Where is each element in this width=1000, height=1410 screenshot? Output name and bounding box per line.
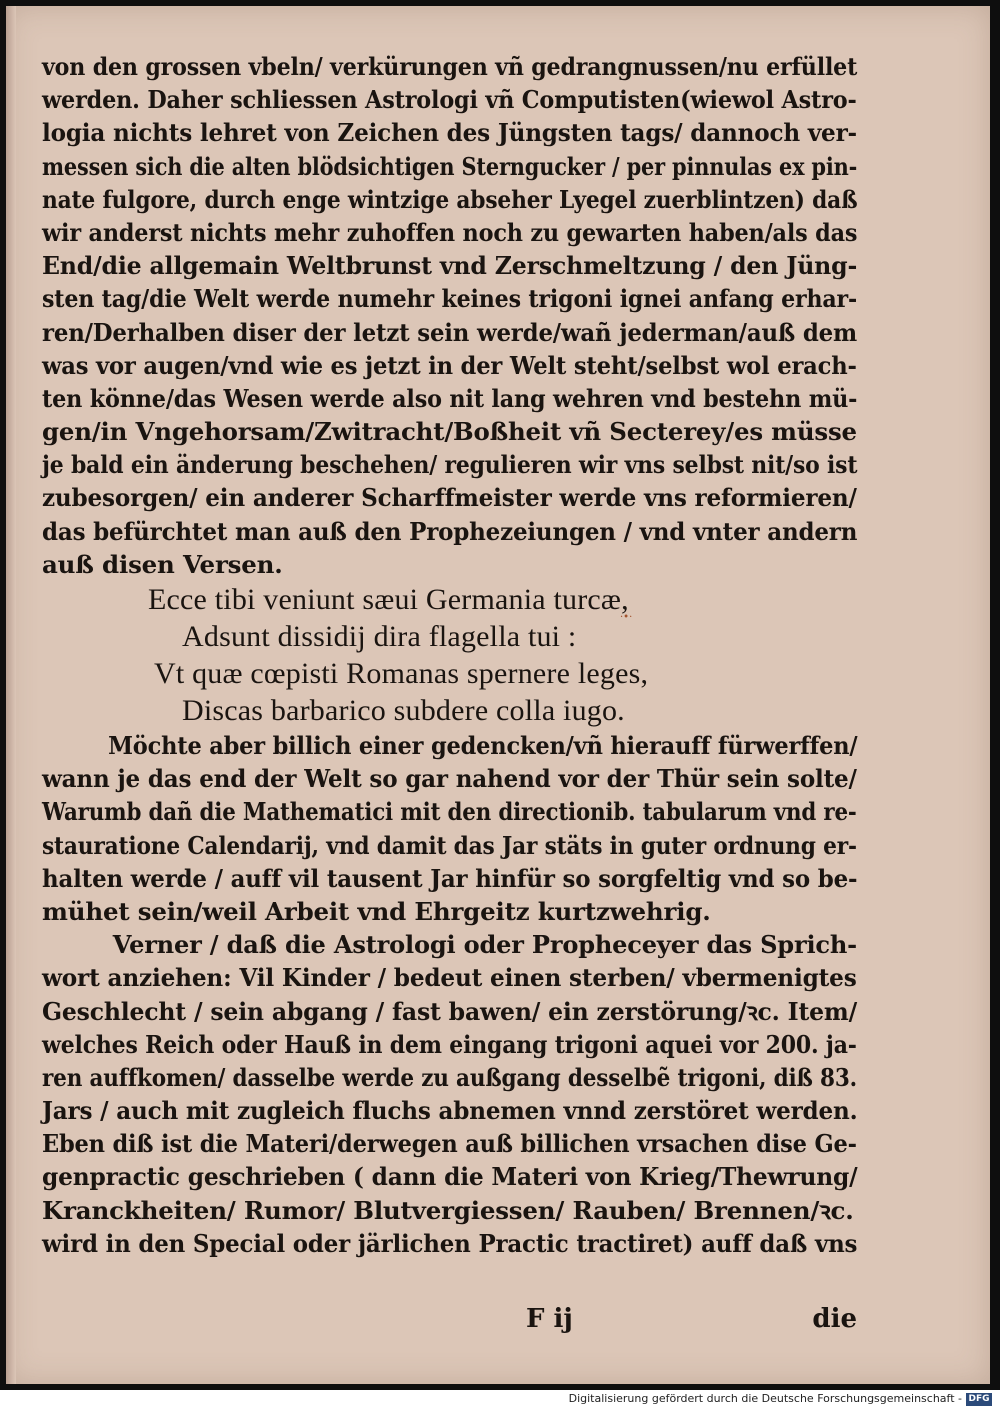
text-line: ren/Derhalben diser der letzt sein werde/wañ jederman/auß dem <box>42 317 857 347</box>
catchword: die <box>812 1304 857 1334</box>
text-line: Jars / auch mit zugleich fluchs abnemen vnnd zerstöret werden. <box>42 1096 858 1126</box>
text-line: sten tag/die Welt werde numehr keines trigoni ignei anfang erhar- <box>42 284 858 314</box>
text-line: ren auffkomen/ dasselbe werde zu außgang desselbẽ trigoni, diß 83. <box>42 1062 857 1092</box>
text-line: zubesorgen/ ein anderer Scharffmeister werde vns reformieren/ <box>42 483 857 513</box>
text-line: gen/in Vngehorsam/Zwitracht/Boßheit vñ Secterey/es müsse <box>42 417 857 447</box>
page-text <box>42 50 857 1260</box>
text-line: je bald ein änderung beschehen/ regulieren wir vns selbst nit/so ist <box>42 450 858 480</box>
text-line: Verner / daß die Astrologi oder Propheceyer das Sprich- <box>112 930 857 960</box>
text-line: von den grossen vbeln/ verkürungen vñ gedrangnussen/nu erfüllet <box>42 52 858 81</box>
text-line: Möchte aber billich einer gedencken/vñ hierauff fürwerffen/ <box>108 731 858 760</box>
signature-mark: F ij <box>526 1304 573 1334</box>
text-line: wir anderst nichts mehr zuhoffen noch zu gewarten haben/als das <box>42 217 858 247</box>
text-line: Geschlecht / sein abgang / fast bawen/ ein zerstörung/ꝛc. Item/ <box>42 996 857 1026</box>
paragraph-2 <box>42 729 857 1260</box>
text-line: das befürchtet man auß den Prophezeiungen / vnd vnter andern <box>42 516 858 546</box>
text-line: stauratione Calendarij, vnd damit das Jar stäts in guter ordnung er- <box>42 830 857 860</box>
text-line: wort anziehen: Vil Kinder / bedeut einen sterben/ vbermenigtes <box>42 963 857 993</box>
text-line: mühet sein/weil Arbeit vnd Ehrgeitz kurtzwehrig. <box>42 896 711 926</box>
verse-line: Discas barbarico subdere colla iugo. <box>182 694 625 727</box>
latin-verses <box>42 581 857 729</box>
page-footer <box>42 1304 857 1338</box>
dfg-logo: DFG <box>966 1393 992 1406</box>
paragraph-1 <box>42 50 857 581</box>
ink-speck: ·•· <box>620 612 633 623</box>
verse-line: Adsunt dissidij dira flagella tui : <box>182 620 577 653</box>
page-edge-shadow <box>6 6 16 1384</box>
text-line: wann je das end der Welt so gar nahend vor der Thür sein solte/ <box>42 764 857 794</box>
funding-credit: Digitalisierung gefördert durch die Deutsche Forschungsgemeinschaft - <box>568 1392 962 1405</box>
text-line: logia nichts lehret von Zeichen des Jüngsten tags/ dannoch ver- <box>42 118 857 148</box>
text-line: wird in den Special oder järlichen Practic tractiret) auff daß vns <box>42 1228 858 1258</box>
text-line: auß disen Versen. <box>42 549 283 579</box>
text-line: Warumb dañ die Mathematici mit den directionib. tabularum vnd re- <box>42 797 857 827</box>
text-line: welches Reich oder Hauß in dem eingang trigoni aquei vor 200. ja- <box>42 1029 857 1059</box>
text-line: nate fulgore, durch enge wintzige abseher Lyegel zuerblintzen) daß <box>42 184 858 214</box>
text-line: werden. Daher schliessen Astrologi vñ Computisten(wiewol Astro- <box>42 85 857 115</box>
text-line: was vor augen/vnd wie es jetzt in der Welt steht/selbst wol erach- <box>42 350 857 380</box>
text-line: genpractic geschrieben ( dann die Materi von Krieg/Thewrung/ <box>42 1162 858 1192</box>
text-line: End/die allgemain Weltbrunst vnd Zerschmeltzung / den Jüng- <box>42 251 858 281</box>
text-line: messen sich die alten blödsichtigen Sterngucker / per pinnulas ex pin- <box>42 151 858 181</box>
verse-line: Ecce tibi veniunt sæui Germania turcæ, <box>148 583 629 616</box>
text-line: Eben diß ist die Materi/derwegen auß billichen vrsachen dise Ge- <box>42 1129 857 1159</box>
text-line: ten könne/das Wesen werde also nit lang wehren vnd bestehn mü- <box>42 383 858 413</box>
text-line: Kranckheiten/ Rumor/ Blutvergiessen/ Rauben/ Brennen/ꝛc. <box>42 1195 854 1225</box>
text-line: halten werde / auff vil tausent Jar hinfür so sorgfeltig vnd so be- <box>42 863 858 893</box>
verse-line: Vt quæ cœpisti Romanas spernere leges, <box>154 657 649 690</box>
